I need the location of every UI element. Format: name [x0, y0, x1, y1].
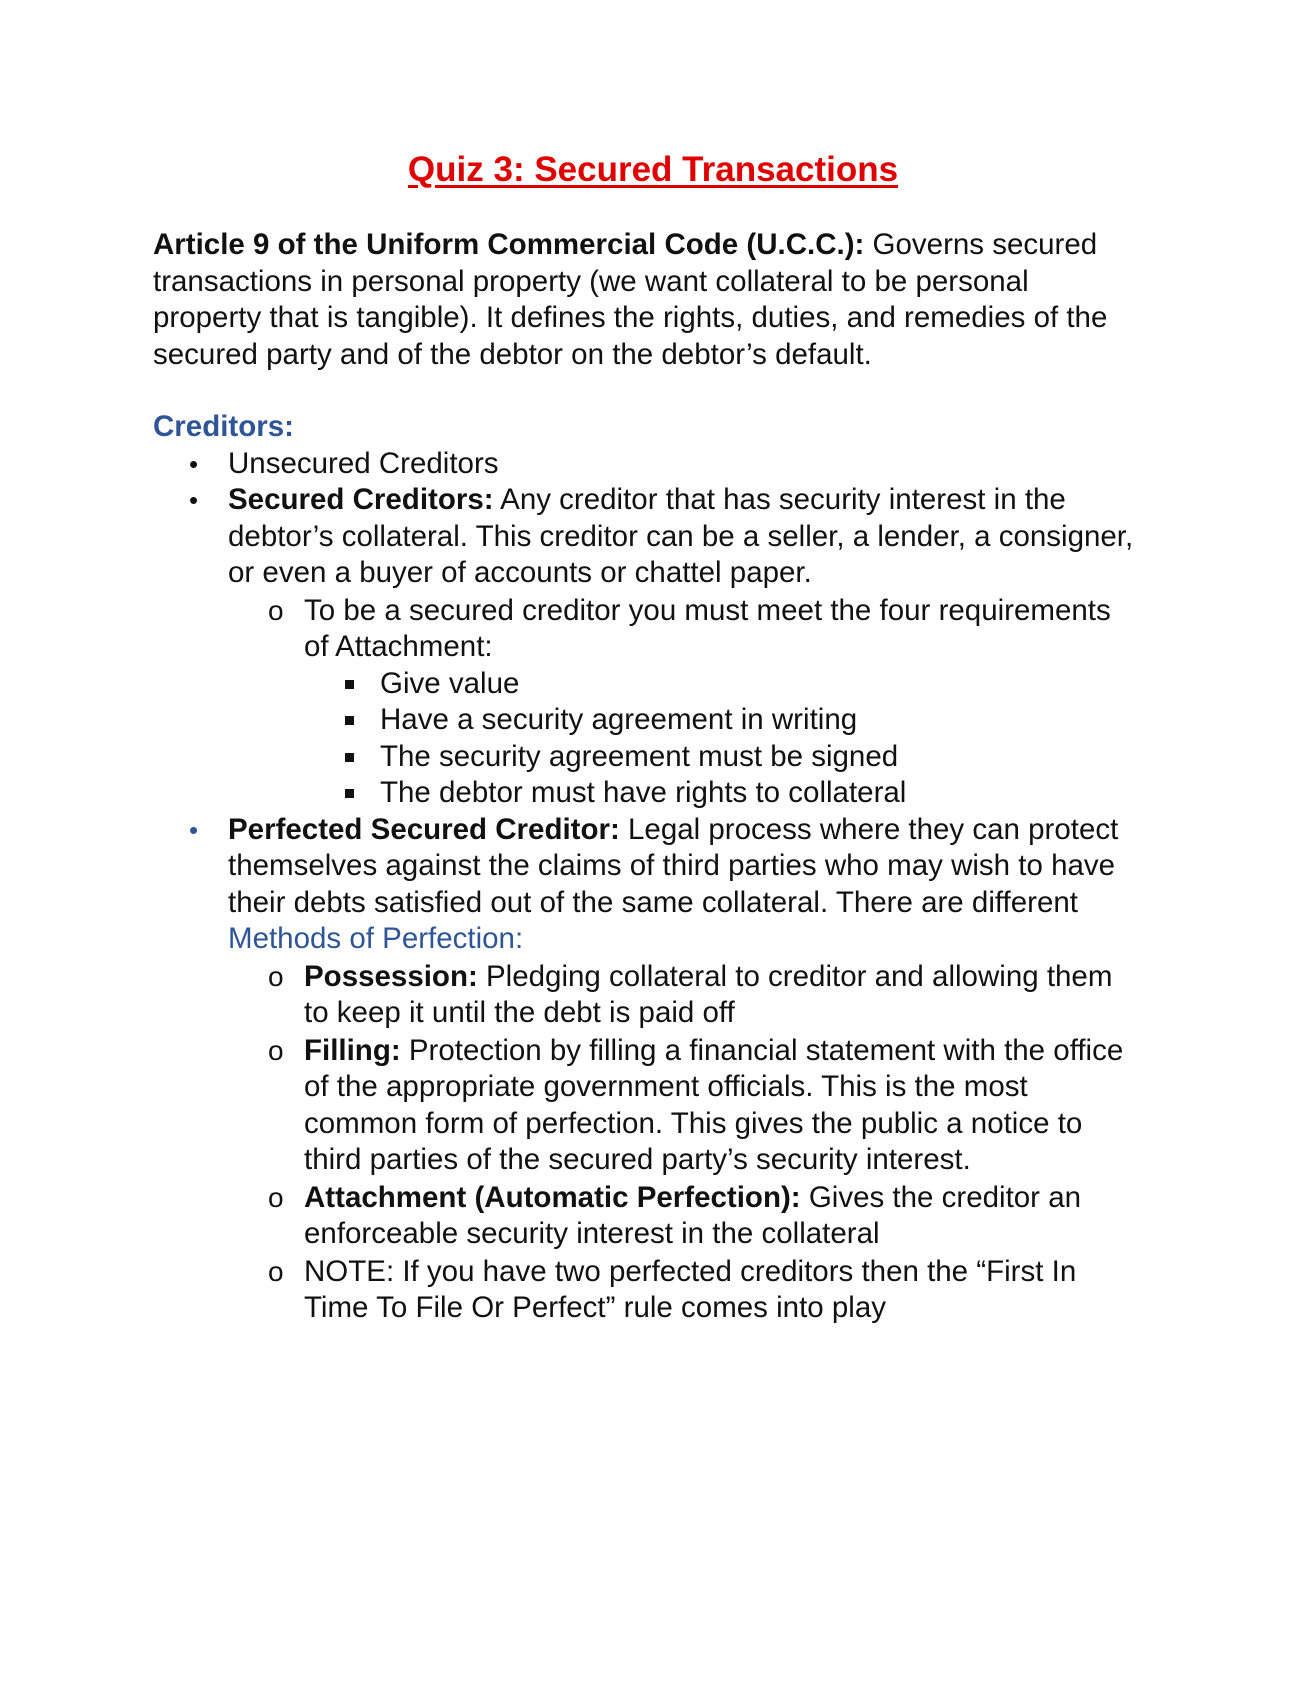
- circle-bullet-icon: o: [268, 1181, 284, 1213]
- method-text: Pledging collateral to creditor and allowing them to keep it until the debt is paid off: [304, 959, 1113, 1029]
- circle-bullet-icon: o: [268, 594, 284, 626]
- list-item-perfected: [153, 812, 1143, 1327]
- requirement-text: The security agreement must be signed: [380, 739, 899, 773]
- methods-list: [228, 959, 1143, 1327]
- square-bullet-icon: [345, 753, 354, 762]
- list-item-secured: [153, 482, 1143, 812]
- secured-sublist: [228, 593, 1143, 812]
- secured-text: Any creditor that has security interest in the debtor’s collateral. This creditor can be a seller, a lender, a consigner, or even a buyer of accounts or chattel paper.: [228, 483, 1134, 589]
- document-body: [153, 227, 1143, 1327]
- perfected-text: Legal process where they can protect themselves against the claims of third parties who may wish to have their debts satisfied out of the same collateral. There are different: [228, 812, 1119, 919]
- circle-bullet-icon: o: [268, 1255, 284, 1287]
- method-item-possession: [228, 959, 1143, 1032]
- method-term: Attachment (Automatic Perfection):: [304, 1180, 801, 1214]
- requirement-text: Have a security agreement in writing: [380, 703, 858, 736]
- requirement-item: [304, 666, 1143, 703]
- requirements-list: [304, 666, 1143, 812]
- square-bullet-icon: [345, 789, 354, 798]
- method-item-note: [228, 1254, 1143, 1327]
- perfected-term: Perfected Secured Creditor:: [228, 812, 620, 846]
- square-bullet-icon: [345, 680, 354, 689]
- secured-term: Secured Creditors:: [228, 483, 494, 516]
- creditors-list: [153, 446, 1143, 1327]
- methods-of-perfection-link[interactable]: Methods of Perfection:: [228, 922, 524, 955]
- note-text: NOTE: If you have two perfected creditors then the “First In Time To File Or Perfect” rule comes into play: [304, 1254, 1077, 1324]
- method-text: Gives the creditor an enforceable security interest in the collateral: [304, 1180, 1082, 1250]
- list-item-unsecured: [153, 446, 1143, 483]
- bullet-icon: •: [189, 448, 199, 479]
- unsecured-label: Unsecured Creditors: [228, 446, 499, 480]
- requirement-item: [304, 702, 1143, 739]
- document-title: Quiz 3: Secured Transactions: [407, 150, 899, 189]
- circle-bullet-icon: o: [268, 960, 284, 992]
- intro-term: Article 9 of the Uniform Commercial Code (U.C.C.):: [153, 228, 865, 261]
- list-item-attachment-requirements: [228, 593, 1143, 812]
- requirements-intro: To be a secured creditor you must meet the four requirements of Attachment:: [304, 593, 1111, 663]
- square-bullet-icon: [345, 716, 354, 725]
- intro-paragraph: [153, 227, 1143, 373]
- requirement-item: [304, 775, 1143, 812]
- bullet-icon: •: [189, 814, 199, 845]
- requirement-text: Give value: [380, 666, 520, 700]
- method-item-attachment: [228, 1180, 1143, 1253]
- method-text: Protection by filling a financial statement with the office of the appropriate government officials. This is the most common form of perfection. This gives the public a notice to third parties of the secured party’s security interest.: [304, 1033, 1124, 1176]
- method-item-filling: [228, 1033, 1143, 1179]
- requirement-item: [304, 739, 1143, 776]
- method-term: Possession:: [304, 959, 478, 993]
- circle-bullet-icon: o: [268, 1034, 284, 1066]
- requirement-text: The debtor must have rights to collateral: [380, 776, 907, 809]
- bullet-icon: •: [189, 485, 199, 515]
- intro-text: Governs secured transactions in personal property (we want collateral to be personal property that is tangible). It defines the rights, duties, and remedies of the secured party and of the debtor on the debtor’s default.: [153, 228, 1108, 371]
- creditors-heading: Creditors:: [153, 410, 294, 443]
- method-term: Filling:: [304, 1033, 401, 1067]
